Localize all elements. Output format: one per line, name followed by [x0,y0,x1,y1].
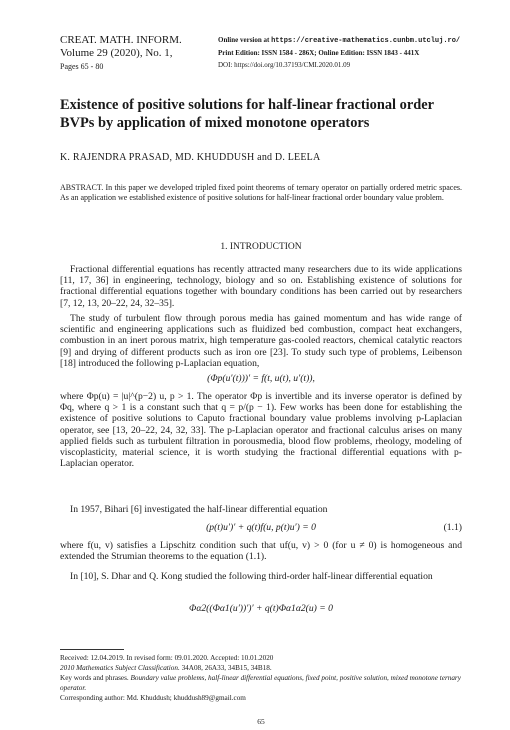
paragraph-2: The study of turbulent flow through porous media has gained momentum and has wide range of scientific and engineering applications such as fluidized bed combustion, compact heat exchangers, combustion in an inert porous matrix, high temperature gas-cooled reactors, chemical catalytic reactors [9] and drying of different products such as iron ore [23]. To study such type of problems, Leibenson [18] introduced the following p-Laplacian equation, [60,313,462,369]
footnote-received: Received: 12.04.2019. In revised form: 09.01.2020. Accepted: 10.01.2020 [60,654,274,662]
abstract-text: In this paper we developed tripled fixed point theorems of ternary operator on partially ordered metric spaces. As an application we established existence of positive solutions for half-linear fractional order boundary value problem. [60,183,463,203]
equation-plaplacian: (Φp(u′(t)))′ = f(t, u(t), u′(t)), [207,373,315,384]
paragraph-4: In 1957, Bihari [6] investigated the half-linear differential equation [70,504,328,515]
abstract-label: ABSTRACT. [60,183,104,192]
online-label: Online version at [218,36,270,44]
keywords-label: Key words and phrases. [60,674,129,682]
msc-codes: 34A08, 26A33, 34B15, 34B18. [181,664,272,672]
online-version [218,34,460,47]
paragraph-1: Fractional differential equations has recently attracted many researchers due to its wide applications [11, 17, 36] in engineering, technology, biology and so on. Establishing existence of solutions for fractional differential equations together with boundary conditions has been carried out by researchers [7, 12, 13, 20–22, 24, 32–35]. [60,264,462,309]
abstract [60,183,462,204]
equation-body: (p(t)u′)′ + q(t)f(u, p(t)u′) = 0 [206,522,316,533]
issn-line: Print Edition: ISSN 1584 - 286X; Online Edition: ISSN 1843 - 441X [218,49,420,58]
footnote-keywords [60,674,462,693]
section-heading: 1. INTRODUCTION [220,242,302,252]
doi-line[interactable]: DOI: https://doi.org/10.37193/CMI.2020.01.09 [218,61,351,70]
paragraph-6: In [10], S. Dhar and Q. Kong studied the following third-order half-linear differential equation [70,571,433,582]
online-url[interactable]: https://creative-mathematics.cunbm.utcluj.ro/ [271,37,461,45]
paragraph-5: where f(u, v) satisfies a Lipschitz condition such that uf(u, v) > 0 (for u ≠ 0) is homogeneous and extended the Strumian theorems to the equation (1.1). [60,540,462,563]
paragraph-3: where Φp(u) = |u|^(p−2) u, p > 1. The operator Φp is invertible and its inverse operator is defined by Φq, where q > 1 is a constant such that q = p/(p − 1). Few works has been done for establishing the existence of positive solutions to Caputo fractional boundary value problems involving p-Laplacian operator, see [13, 20–22, 24, 32, 33]. The p-Laplacian operator and fractional calculus arises on many applied fields such as turbulent filtration in porousmedia, blood flow problems, rheology, modeling of viscoplasticity, material science, it is worth studying the fractional differential equations with p-Laplacian operator. [60,391,462,470]
volume-line: Volume 29 (2020), No. 1, [60,47,173,59]
footnote-rule [60,649,124,650]
keywords-text: Boundary value problems, half-linear differential equations, fixed point, positive solution, mixed monotone ternary operator. [60,674,461,692]
author-list: K. RAJENDRA PRASAD, MD. KHUDDUSH and D. LEELA [60,152,321,163]
paper-title: Existence of positive solutions for half-linear fractional order BVPs by application of mixed monotone operators [60,97,434,131]
footnote-corresponding: Corresponding author: Md. Khuddush; khuddush89@gmail.com [60,694,246,702]
equation-third-order: Φα2((Φα1(u′))′)′ + q(t)Φα1α2(u) = 0 [189,603,333,614]
msc-label: 2010 Mathematics Subject Classification. [60,664,180,672]
journal-header [60,34,182,73]
page-range: Pages 65 - 80 [60,62,104,71]
equation-number: (1.1) [443,522,462,533]
equation-1-1 [60,522,462,533]
publication-info [218,34,460,72]
journal-name: CREAT. MATH. INFORM. [60,34,182,46]
footnote-msc [60,664,462,674]
page-number: 65 [257,717,265,726]
